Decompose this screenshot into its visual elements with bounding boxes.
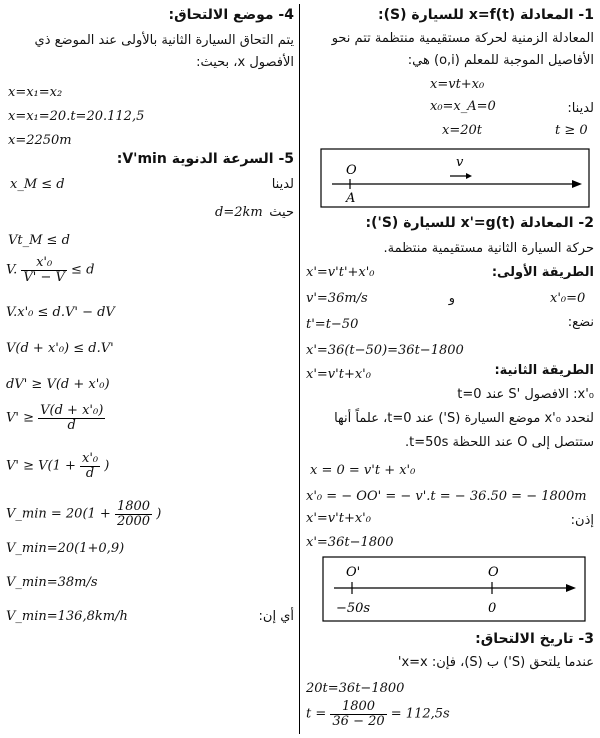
- eq-xp-vt-x0-2: x'=v't+x'₀: [306, 511, 371, 526]
- eq-vmin-fraction: V_min = 20(1 + $\frac{1800}{2000}$ ): [6, 499, 162, 529]
- eq-x-20t: x=20t: [442, 123, 482, 138]
- eq-fraction-1: V. $\frac{\text{x'₀}}{V' - V}$ ≤ d: [6, 255, 95, 285]
- eq-20t-36t: 20t=36t−1800: [306, 681, 405, 696]
- section-4-heading: 4- موضع الالتحاق:: [168, 7, 294, 23]
- eq-xp-final: x'=36t−1800: [306, 535, 394, 550]
- nada-label: نضع:: [567, 315, 594, 330]
- section-1-text-line1: المعادلة الزمنية لحركة مستقيمية منتظمة تتم نحو: [331, 31, 594, 46]
- eq-dv-ge: dV' ≥ V(d + x'₀): [6, 377, 110, 392]
- eq-vmin-ms: V_min=38m/s: [6, 575, 98, 590]
- method-2-text-line3: ستتصل إلى O عند اللحظة t=50s.: [404, 435, 594, 450]
- eq-vp-36: v'=36m/s: [306, 291, 368, 306]
- method-2-heading: الطريقة الثانية:: [494, 363, 594, 378]
- eq-xm-le-d: x_M ≤ d: [10, 177, 65, 192]
- diag1-label-o: O: [346, 163, 357, 178]
- diagram-axis-2: [322, 556, 586, 622]
- method-2-text-line2: لنحدد x'₀ موضع السيارة (S') عند t=0، علماً أنها: [334, 411, 594, 426]
- diag2-label-o1: O': [346, 565, 361, 580]
- wa-label: و: [448, 291, 455, 306]
- eq-vx0: V.x'₀ ≤ d.V' − dV: [6, 305, 115, 320]
- eq-fraction-2: V' ≥ $\frac{\text{V(d + x'₀)}}{d}$: [6, 403, 104, 433]
- eq-vmin-sum: V_min=20(1+0,9): [6, 541, 125, 556]
- section-3-heading: 3- تاريخ الالتحاق:: [475, 631, 594, 647]
- section-2-text: حركة السيارة الثانية مستقيمية منتظمة.: [383, 241, 594, 256]
- ladayna-label: لدينا: [271, 177, 294, 192]
- diag2-label-o2: O: [488, 565, 499, 580]
- eq-x-result: x=2250m: [8, 133, 72, 148]
- section-1-heading: 1- المعادلة x=f(t) للسيارة (S):: [378, 7, 594, 23]
- section-5-heading: 5- السرعة الدنوية V'min:: [116, 151, 294, 167]
- eq-vtm-le-d: Vt_M ≤ d: [8, 233, 70, 248]
- eq-xp-method2: x'=v't+x'₀: [306, 367, 371, 382]
- section-3-text: عندما يلتحق (S') ب (S)، فإن: x=x': [397, 655, 594, 670]
- method-1-heading: الطريقة الأولى:: [491, 265, 594, 280]
- eq-x-vt-x0: x=vt+x₀: [430, 77, 485, 92]
- column-divider: [299, 4, 300, 734]
- diag2-label-minus50: −50s: [336, 601, 371, 616]
- eq-x-0-vt: x = 0 = v't + x'₀: [310, 463, 416, 478]
- eq-xp-vt-x0: x'=v't'+x'₀: [306, 265, 375, 280]
- diag1-label-v: v: [456, 155, 464, 170]
- eq-tp-t-50: t'=t−50: [306, 317, 359, 332]
- eq-fraction-3: V' ≥ V(1 + $\frac{\text{x'₀}}{d}$ ): [6, 451, 110, 481]
- eq-x-calc: x=x₁=20.t=20.112,5: [8, 109, 145, 124]
- haythu-label: حيث: [269, 205, 294, 220]
- eq-t-ge-0: t ≥ 0: [555, 123, 588, 138]
- eq-vmin-kmh: V_min=136,8km/h: [6, 609, 128, 624]
- diag2-label-zero: 0: [488, 601, 497, 616]
- ladayna-label-right: لدينا:: [567, 101, 594, 116]
- eq-x0p-minus-1800: x'₀ = − OO' = − v'.t = − 36.50 = − 1800m: [306, 489, 587, 504]
- section-4-text-line1: يتم التحاق السيارة الثانية بالأولى عند الموضع ذي: [34, 33, 294, 48]
- diagram-axis-1: [320, 148, 590, 208]
- idhan-label: إذن:: [570, 513, 594, 528]
- method-2-text-line1: t=0 عند S' الافصول :x'₀: [457, 387, 594, 402]
- eq-d-value: d=2km: [215, 205, 263, 220]
- diag1-label-a: A: [346, 191, 356, 206]
- section-4-text-line2: الأفصول x، بحيث:: [196, 55, 294, 70]
- section-1-text-line2: الأفاصيل الموجبة للمعلم (o,i) هي:: [407, 53, 594, 68]
- eq-v-d-x0: V(d + x'₀) ≤ d.V': [6, 341, 114, 356]
- eq-x0-xa: x₀=x_A=0: [430, 99, 496, 114]
- ayinna-label: أي إن:: [258, 609, 294, 624]
- eq-xp-36t: x'=36(t−50)=36t−1800: [306, 343, 464, 358]
- eq-x-equal: x=x₁=x₂: [8, 85, 63, 100]
- section-2-heading: 2- المعادلة x'=g(t) للسيارة (S'):: [365, 215, 594, 231]
- eq-x0p-0: x'₀=0: [550, 291, 586, 306]
- eq-t-result: t = $\frac{1800}{36 - 20}$ = 112,5s: [306, 699, 450, 729]
